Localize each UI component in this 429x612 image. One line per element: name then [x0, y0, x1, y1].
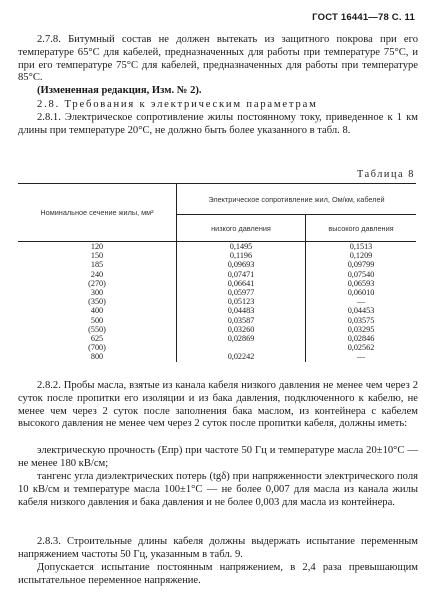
cell-cross-section: 625 — [90, 334, 104, 344]
cell-cross-section: 120 — [90, 242, 104, 251]
cell-high-pressure: 0,1209 — [306, 251, 417, 260]
page-header: ГОСТ 16441—78 С. 11 — [312, 12, 415, 23]
cell-cross-section: 240 — [90, 269, 104, 279]
paragraph-2-8-3: 2.8.3. Строительные длины кабеля должны выдержать испытание переменным напряжением частоты 50 Гц, указанным в табл. 9. — [18, 536, 418, 560]
header-resistance-group: Электрическое сопротивление жил, Ом/км, кабелей — [177, 184, 417, 215]
cell-low-pressure — [177, 343, 306, 352]
cell-high-pressure: 0,03295 — [306, 325, 417, 334]
table-body — [18, 242, 416, 362]
cell-cross-section: 185 — [90, 260, 104, 270]
table-row — [18, 260, 416, 269]
resistance-table — [18, 183, 416, 362]
paragraph-electric-strength: электрическую прочность (Епр) при частоте 50 Гц и температуре масла 20±10°С — не менее 180 кВ/см; — [18, 445, 418, 469]
paragraph-2-8-1: 2.8.1. Электрическое сопротивление жилы постоянному току, приведенное к 1 км длины при температуре 20°С, не должно быть более указанного в табл. 8. — [18, 112, 418, 136]
cell-low-pressure: 0,03260 — [177, 325, 306, 334]
paragraph-dc-test: Допускается испытание постоянным напряжением, в 2,4 раза превышающим испытательное переменное напряжение. — [18, 562, 418, 586]
table-row — [18, 325, 416, 334]
table-row — [18, 242, 416, 252]
cell-high-pressure: 0,06010 — [306, 288, 417, 297]
cell-high-pressure: 0,02846 — [306, 334, 417, 343]
cell-low-pressure: 0,1495 — [177, 242, 306, 252]
table-row — [18, 352, 416, 361]
header-low-pressure: низкого давления — [177, 215, 306, 242]
paragraph-tangent-loss: тангенс угла диэлектрических потерь (tgδ) при напряженности электрического поля 10 кВ/см и температуре масла 100±1°С — не более 0,007 для масла из канала жилы кабеля низкого давления и бака давления и не более 0,003 для масла из контейнера. — [18, 471, 418, 508]
cell-high-pressure: 0,06593 — [306, 279, 417, 288]
cell-low-pressure: 0,05123 — [177, 297, 306, 306]
cell-cross-section: (270) — [88, 278, 106, 288]
cell-high-pressure: — — [306, 297, 417, 306]
cell-cross-section: (700) — [88, 343, 106, 353]
cell-high-pressure: 0,07540 — [306, 270, 417, 279]
table-row — [18, 306, 416, 315]
cell-high-pressure: — — [306, 352, 417, 361]
cell-cross-section: 150 — [90, 251, 104, 261]
cell-low-pressure: 0,09693 — [177, 260, 306, 269]
cell-cross-section: 400 — [90, 306, 104, 316]
cell-cross-section: 300 — [90, 288, 104, 298]
cell-low-pressure: 0,07471 — [177, 270, 306, 279]
cell-high-pressure: 0,02562 — [306, 343, 417, 352]
table-row — [18, 288, 416, 297]
paragraph-2-7-8: 2.7.8. Битумный состав не должен вытекать из защитного покрова при его температуре 65°С для кабелей, предназначенных для работы при температуре 75°С, и при его температуре 75°С для кабелей, предназначенных для работы при температуре 85°С. — [18, 34, 418, 84]
cell-cross-section: 800 — [90, 352, 104, 362]
cell-low-pressure: 0,03587 — [177, 316, 306, 325]
section-2-8-title: 2.8. Требования к электрическим параметрам — [37, 99, 318, 110]
cell-low-pressure: 0,1196 — [177, 251, 306, 260]
cell-high-pressure: 0,09799 — [306, 260, 417, 269]
table-caption: Таблица 8 — [357, 169, 415, 180]
table-row — [18, 297, 416, 306]
table-row — [18, 279, 416, 288]
cell-low-pressure: 0,05977 — [177, 288, 306, 297]
cell-cross-section: (350) — [88, 297, 106, 307]
cell-high-pressure: 0,03575 — [306, 316, 417, 325]
cell-low-pressure: 0,02242 — [177, 352, 306, 361]
cell-cross-section: 500 — [90, 315, 104, 325]
table-row — [18, 334, 416, 343]
header-cross-section: Номинальное сечение жилы, мм² — [18, 184, 177, 242]
cell-high-pressure: 0,04453 — [306, 306, 417, 315]
cell-high-pressure: 0,1513 — [306, 242, 417, 252]
table-row — [18, 251, 416, 260]
cell-low-pressure: 0,04483 — [177, 306, 306, 315]
table-row — [18, 316, 416, 325]
cell-cross-section: (550) — [88, 324, 106, 334]
table-row — [18, 343, 416, 352]
header-high-pressure: высокого давления — [306, 215, 417, 242]
table-row — [18, 270, 416, 279]
cell-low-pressure: 0,06641 — [177, 279, 306, 288]
cell-low-pressure: 0,02869 — [177, 334, 306, 343]
edit-note: (Измененная редакция, Изм. № 2). — [37, 85, 202, 96]
paragraph-2-8-2: 2.8.2. Пробы масла, взятые из канала кабеля низкого давления не менее чем через 2 суток после пропитки его изоляции и из бака давления, подключенного к кабелю, не менее чем через 2 суток после заполнения бака маслом, из контейнера с кабелем высокого давления не менее чем через 2 суток после пропитки кабеля, должны иметь: — [18, 380, 418, 430]
